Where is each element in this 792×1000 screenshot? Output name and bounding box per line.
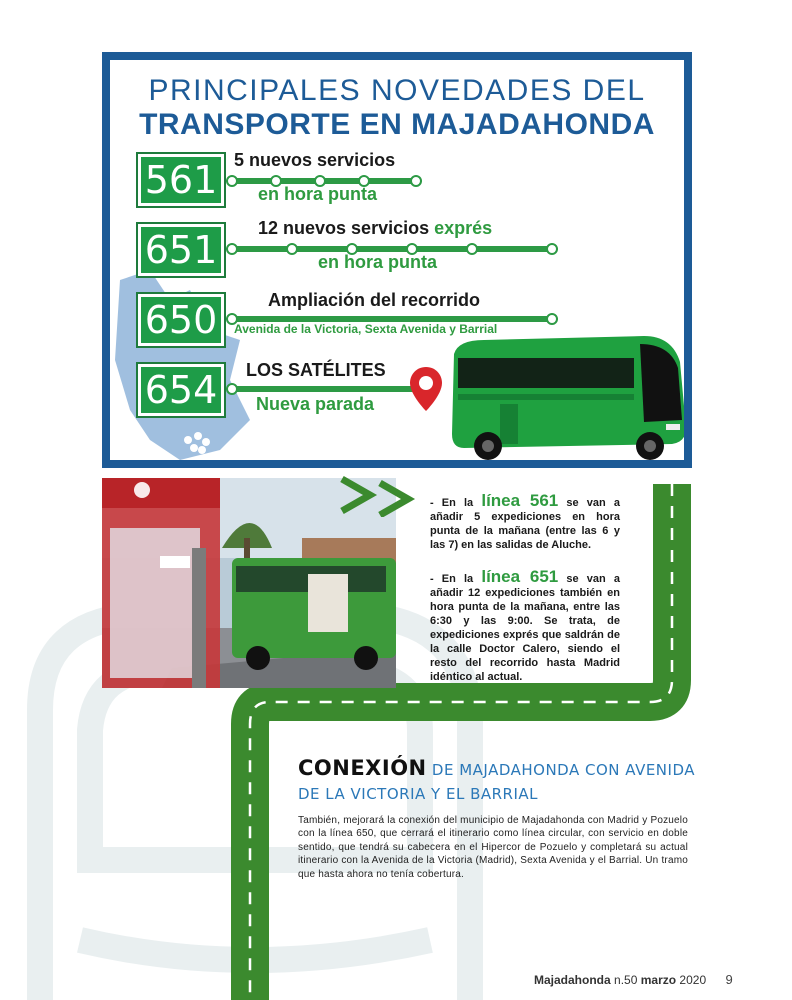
line-654-text2: Nueva parada [256, 394, 375, 414]
chevrons-icon [340, 475, 420, 517]
line-badge-651: 651 [138, 224, 224, 276]
line-badge-561: 561 [138, 154, 224, 206]
line-651-text1: 12 nuevos servicios exprés [258, 218, 493, 238]
news-line-651: - En la línea 651 se van a añadir 12 expediciones también en hora punta de la mañana, entre las 6:30 y las 9:00. Se trata, de expediciones exprés que saldrán de la calle Doctor Calero, siendo el resto del recorrido hasta Madrid idéntico al actual. [430, 567, 621, 683]
route-track-654 [226, 386, 416, 392]
conexion-heading: CONEXIÓN DE MAJADAHONDA CON AVENIDA DE LA VICTORIA Y EL BARRIAL [298, 756, 695, 803]
line-badge-650: 650 [138, 294, 224, 346]
map-pin-icon [408, 365, 444, 413]
line-650-text1: Ampliación del recorrido [268, 290, 481, 310]
conexion-body-text: También, mejorará la conexión del municipio de Majadahonda con Madrid y Pozuelo con la línea 650, que cerrará el itinerario como línea circular, con servicio en doble sentido, que tendrá su cabecera en el Hipercor de Pozuelo y completará su actual itinerario con la Avenida de la Victoria (Madrid), Sexta Avenida y el Barrial. Un tramo que hasta ahora no tenía cobertura. [298, 815, 688, 880]
bus-icon [444, 332, 690, 462]
line-561-text2: en hora punta [258, 184, 378, 204]
infographic-title-line2: TRANSPORTE EN MAJADAHONDA [139, 108, 655, 141]
page-footer: Majadahonda n.50 marzo 2020 9 [534, 972, 733, 987]
transport-infographic [102, 52, 692, 468]
line-561-text1: 5 nuevos servicios [234, 150, 396, 170]
news-line-561: - En la línea 561 se van a añadir 5 expediciones en hora punta de la mañana (entre las 6 y las 7) en las salidas de Aluche. [430, 491, 621, 551]
line-654-text1: LOS SATÉLITES [246, 360, 386, 380]
page-number: 9 [725, 972, 733, 987]
line-650-text2: Avenida de la Victoria, Sexta Avenida y Barrial [234, 322, 498, 336]
line-badge-654: 654 [138, 364, 224, 416]
line-651-text2: en hora punta [318, 252, 438, 272]
infographic-title-line1: PRINCIPALES NOVEDADES DEL [148, 74, 646, 107]
